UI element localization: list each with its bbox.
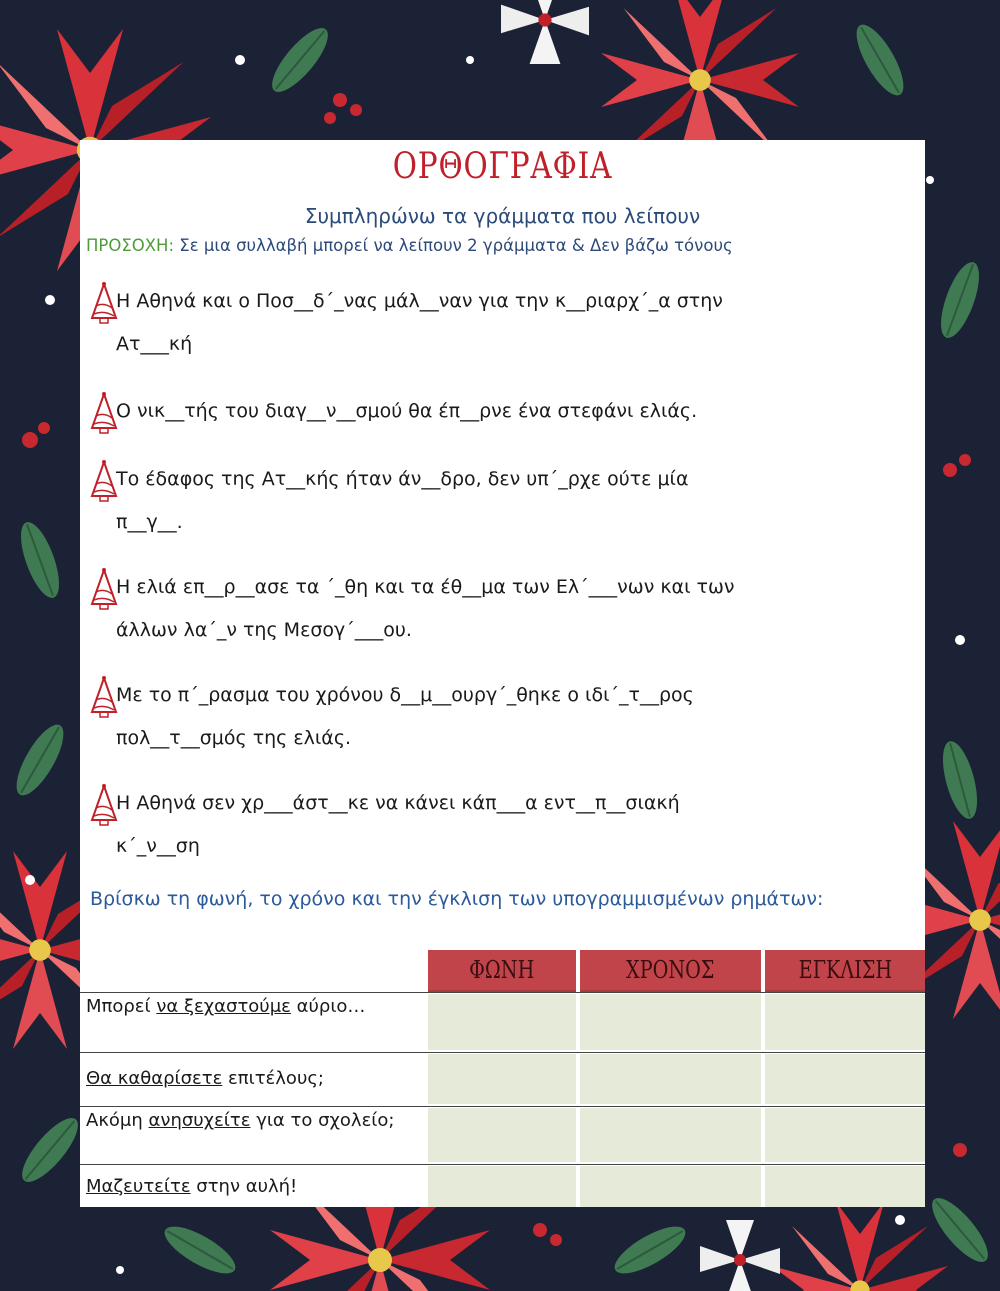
christmas-tree-icon	[86, 784, 122, 828]
worksheet-sheet	[80, 140, 925, 1207]
row-divider	[80, 1052, 925, 1053]
verb-table	[80, 950, 925, 1207]
sentence-line[interactable]: Με το π´_ρασμα του χρόνου δ__μ__ουργ´_θηκε ο ιδι´_τ__ρος	[116, 684, 694, 706]
sentence-line[interactable]: κ´_ν__ση	[116, 835, 200, 857]
sentence-5	[90, 674, 910, 760]
answer-cell-tense[interactable]	[580, 1166, 761, 1207]
attention-text: Σε μια συλλαβή μπορεί να λείπουν 2 γράμματα & Δεν βάζω τόνους	[174, 236, 733, 255]
answer-cell-mood[interactable]	[765, 1166, 925, 1207]
row-divider	[80, 1164, 925, 1165]
worksheet-title: ΟΡΘΟΓΡΑΦΙΑ	[392, 146, 613, 187]
sentence-4	[90, 566, 910, 652]
christmas-tree-icon	[86, 392, 122, 436]
underlined-verb: Θα καθαρίσετε	[86, 1068, 223, 1089]
section2-instruction: Βρίσκω τη φωνή, το χρόνο και την έγκλιση των υπογραμμισμένων ρημάτων:	[90, 888, 824, 910]
answer-cell-voice[interactable]	[428, 1054, 576, 1104]
row-divider	[80, 1106, 925, 1107]
sentence-line[interactable]: Η Αθηνά σεν χρ___άστ__κε να κάνει κάπ___α εντ__π__σιακή	[116, 792, 680, 814]
header-voice: ΦΩΝΗ	[428, 950, 576, 992]
christmas-tree-icon	[86, 676, 122, 720]
attention-label: ΠΡΟΣΟΧΗ:	[86, 236, 175, 255]
christmas-tree-icon	[86, 460, 122, 504]
row-divider	[80, 992, 925, 993]
table-row-label: Μπορεί να ξεχαστούμε αύριο…	[86, 996, 366, 1017]
answer-cell-voice[interactable]	[428, 1108, 576, 1162]
sentence-line[interactable]: πολ__τ__σμός της ελιάς.	[116, 727, 352, 749]
answer-cell-voice[interactable]	[428, 994, 576, 1050]
answer-cell-tense[interactable]	[580, 994, 761, 1050]
answer-cell-tense[interactable]	[580, 1108, 761, 1162]
worksheet-subtitle: Συμπληρώνω τα γράμματα που λείπουν	[304, 204, 701, 228]
sentence-1	[90, 280, 910, 366]
sentence-line[interactable]: Ατ___κή	[116, 333, 193, 355]
sentence-2	[90, 390, 910, 433]
underlined-verb: να ξεχαστούμε	[156, 996, 291, 1017]
table-row-label: Θα καθαρίσετε επιτέλους;	[86, 1068, 324, 1089]
answer-cell-tense[interactable]	[580, 1054, 761, 1104]
sentence-line[interactable]: Η Αθηνά και ο Ποσ__δ´_νας μάλ__ναν για την κ__ριαρχ´_α στην	[116, 290, 723, 312]
underlined-verb: ανησυχείτε	[148, 1110, 251, 1131]
sentence-3	[90, 458, 910, 544]
answer-cell-mood[interactable]	[765, 994, 925, 1050]
sentence-line[interactable]: π__γ__.	[116, 511, 183, 533]
attention-note	[86, 236, 926, 255]
christmas-tree-icon	[86, 568, 122, 612]
table-row-label: Μαζευτείτε στην αυλή!	[86, 1176, 298, 1197]
answer-cell-mood[interactable]	[765, 1108, 925, 1162]
christmas-tree-icon	[86, 282, 122, 326]
answer-cell-mood[interactable]	[765, 1054, 925, 1104]
sentence-6	[90, 782, 910, 868]
table-row-label: Ακόμη ανησυχείτε για το σχολείο;	[86, 1110, 395, 1131]
sentence-line[interactable]: Το έδαφος της Ατ__κής ήταν άν__δρο, δεν υπ´_ρχε ούτε μία	[116, 468, 689, 490]
sentence-line[interactable]: Ο νικ__τής του διαγ__ν__σμού θα έπ__ρνε ένα στεφάνι ελιάς.	[116, 400, 698, 422]
sentence-line[interactable]: Η ελιά επ__ρ__ασε τα ´_θη και τα έθ__μα των Ελ´___νων και των	[116, 576, 735, 598]
header-mood: ΕΓΚΛΙΣΗ	[765, 950, 925, 992]
header-tense: ΧΡΟΝΟΣ	[580, 950, 761, 992]
sentence-line[interactable]: άλλων λα´_ν της Μεσογ´___ου.	[116, 619, 412, 641]
answer-cell-voice[interactable]	[428, 1166, 576, 1207]
underlined-verb: Μαζευτείτε	[86, 1176, 191, 1197]
